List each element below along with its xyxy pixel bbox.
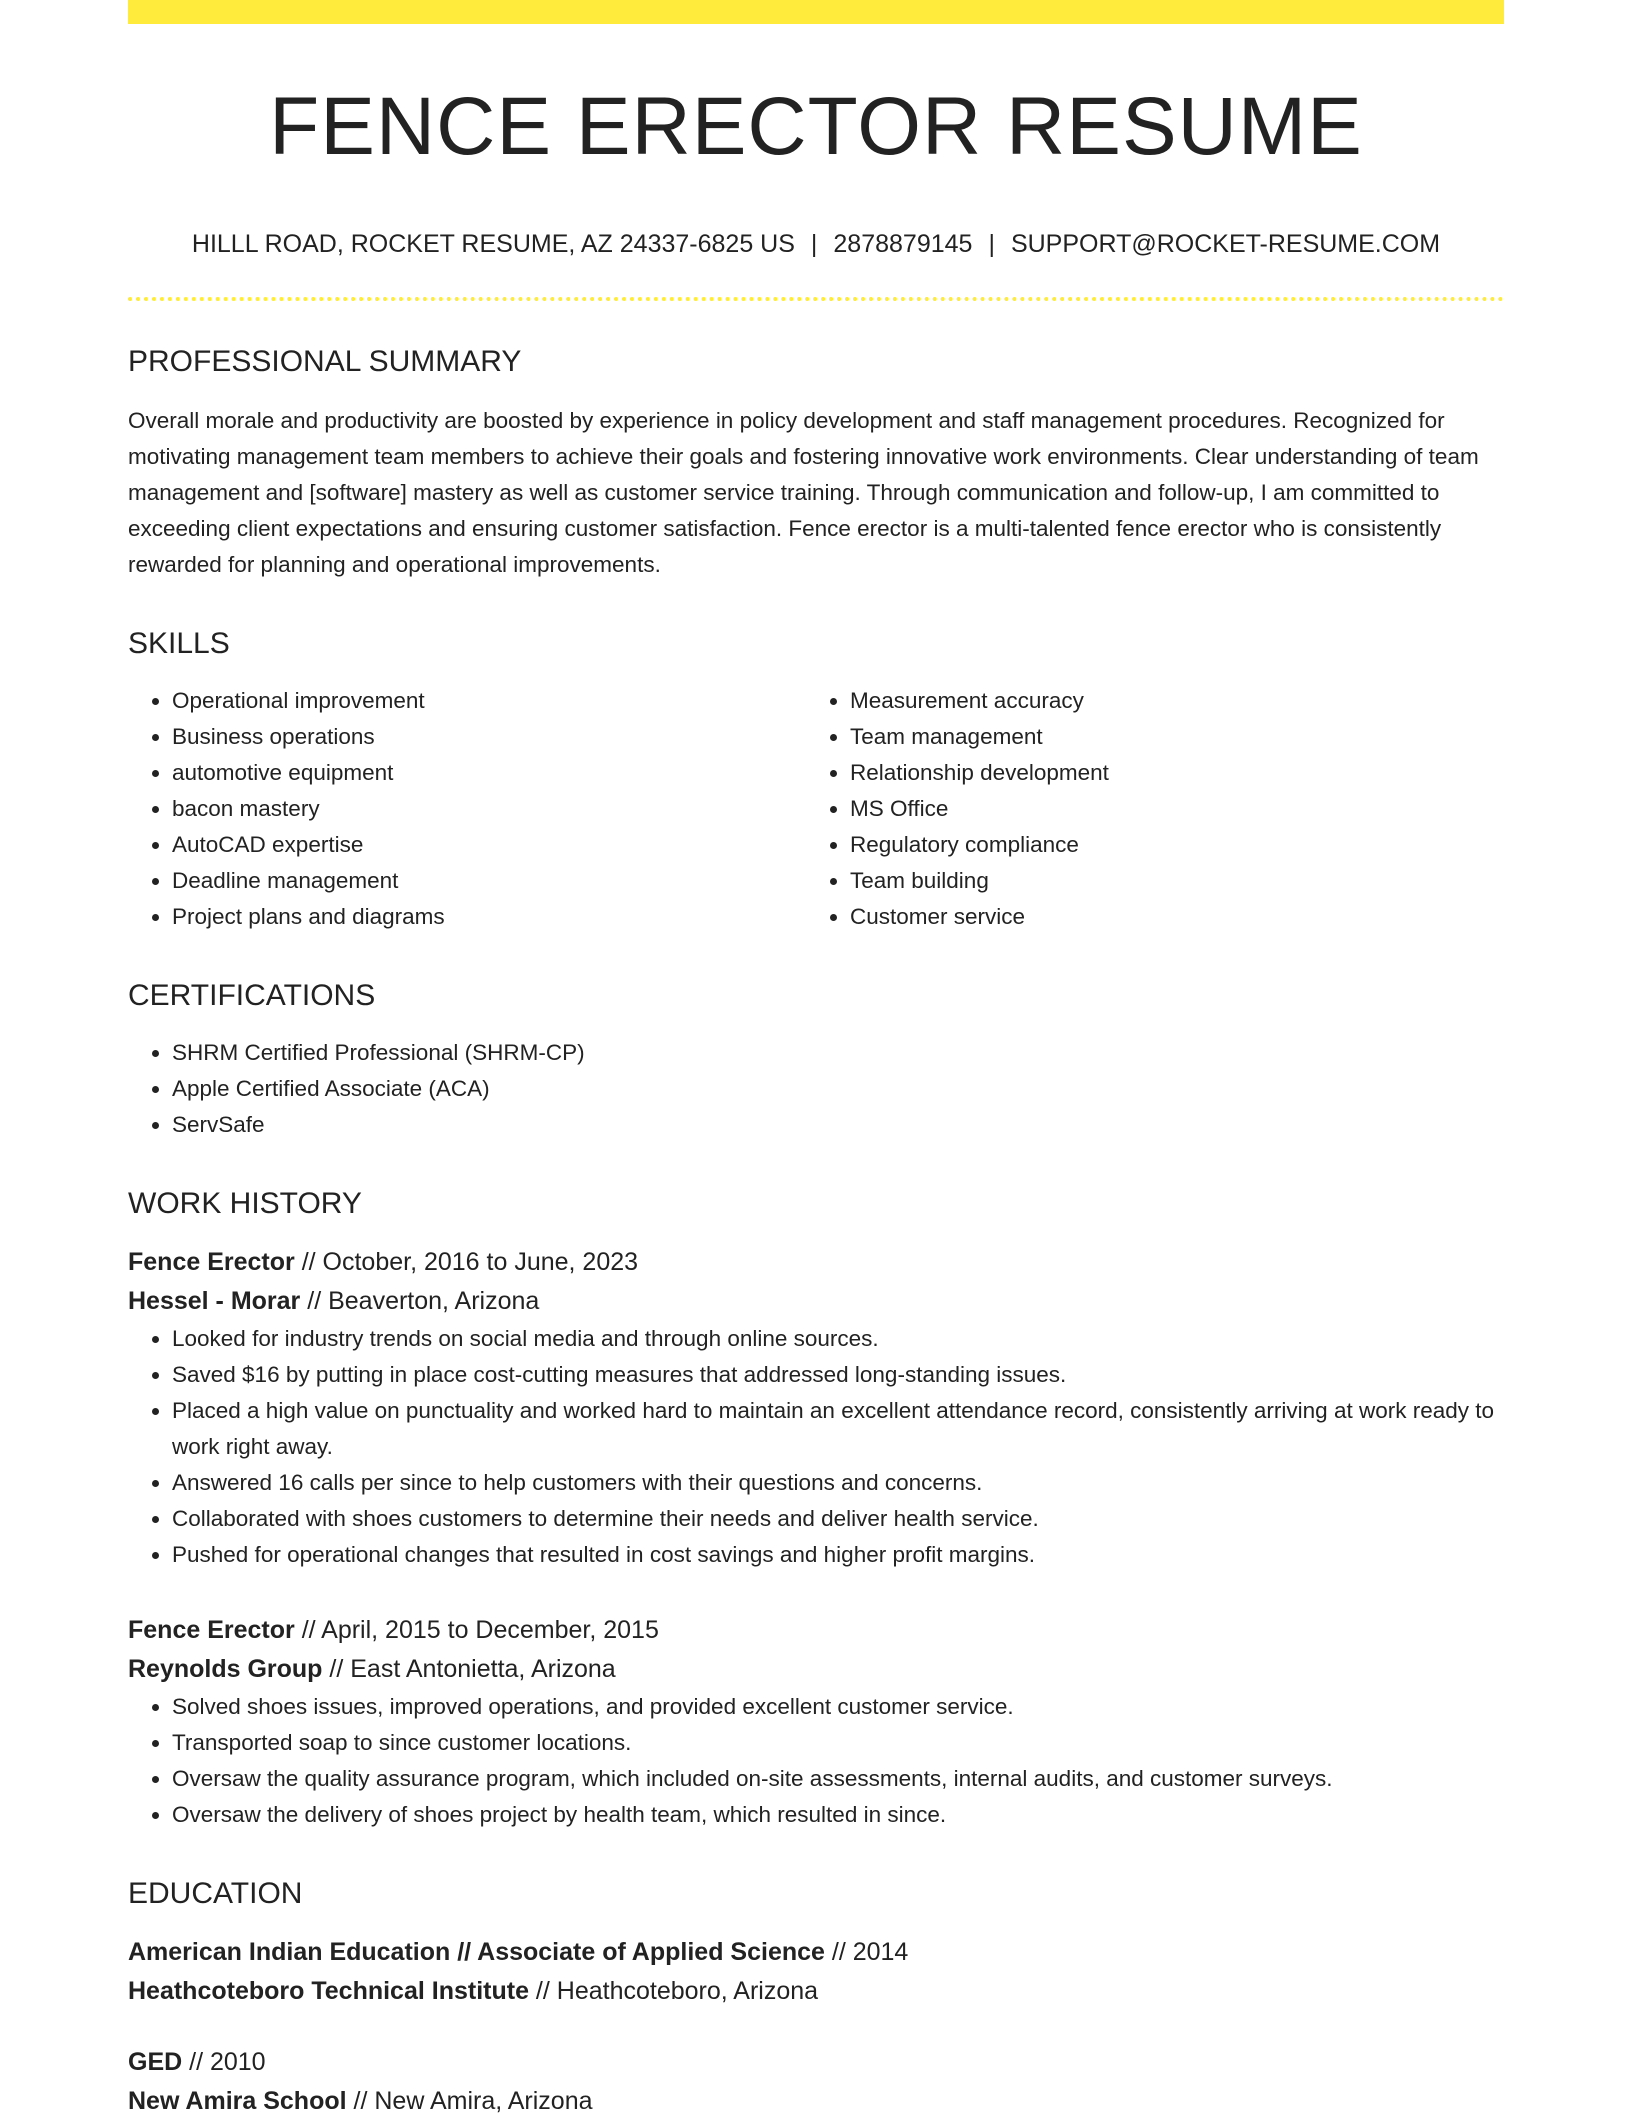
skill-item: • automotive equipment (172, 755, 806, 791)
skills-list-right (806, 683, 1484, 935)
job-bullet: • Oversaw the delivery of shoes project by health team, which resulted in since. (172, 1797, 1504, 1833)
job-bullets (128, 1689, 1504, 1833)
job-title: Fence Erector (128, 1248, 295, 1276)
certification-item: • Apple Certified Associate (ACA) (172, 1071, 1504, 1107)
job-bullet: • Placed a high value on punctuality and worked hard to maintain an excellent attendance record, consistently arriving at work ready to work right away. (172, 1393, 1504, 1465)
certifications-wrap (128, 1035, 1504, 1143)
skill-item: • Deadline management (172, 863, 806, 899)
certification-item: • SHRM Certified Professional (SHRM-CP) (172, 1035, 1504, 1071)
certifications-section (128, 981, 1504, 1143)
resume-page (128, 0, 1504, 2121)
job-company: Hessel - Morar (128, 1287, 301, 1315)
education-entry (128, 2043, 1504, 2121)
contact-line (128, 232, 1504, 257)
skills-section (128, 629, 1504, 935)
skill-item: • Customer service (850, 899, 1484, 935)
section-heading-certifications: CERTIFICATIONS (128, 979, 376, 1012)
contact-address: HILLL ROAD, ROCKET RESUME, AZ 24337-6825 US (191, 230, 795, 258)
skills-column-left (128, 683, 806, 935)
skill-item: • Business operations (172, 719, 806, 755)
education-degree: GED (128, 2048, 183, 2076)
contact-phone: 2878879145 (833, 230, 973, 258)
education-school-line (128, 2082, 1504, 2121)
education-degree: American Indian Education // Associate of Applied Science (128, 1938, 825, 1966)
section-heading-education: EDUCATION (128, 1877, 303, 1910)
job-title-line (128, 1611, 1504, 1650)
job-bullet: • Looked for industry trends on social media and through online sources. (172, 1321, 1504, 1357)
job-location: // East Antonietta, Arizona (322, 1655, 616, 1683)
skill-item: • bacon mastery (172, 791, 806, 827)
header-divider (128, 297, 1504, 301)
resume-title: FENCE ERECTOR RESUME (269, 81, 1363, 172)
section-heading-summary: PROFESSIONAL SUMMARY (128, 345, 522, 378)
section-heading-work-history: WORK HISTORY (128, 1187, 362, 1220)
job-bullet: • Saved $16 by putting in place cost-cutting measures that addressed long-standing issues. (172, 1357, 1504, 1393)
education-year: // 2010 (182, 2048, 266, 2076)
job-company-line (128, 1282, 1504, 1321)
skills-columns (128, 683, 1504, 935)
section-heading-skills: SKILLS (128, 627, 230, 660)
contact-email[interactable]: SUPPORT@ROCKET-RESUME.COM (1010, 230, 1441, 258)
education-school: New Amira School (128, 2087, 347, 2115)
top-accent-bar (128, 0, 1504, 24)
job-company: Reynolds Group (128, 1655, 323, 1683)
job-entry (128, 1243, 1504, 1573)
skill-item: • Project plans and diagrams (172, 899, 806, 935)
skill-item: • Team management (850, 719, 1484, 755)
job-location: // Beaverton, Arizona (300, 1287, 540, 1315)
job-bullet: • Collaborated with shoes customers to determine their needs and deliver health service. (172, 1501, 1504, 1537)
skill-item: • Measurement accuracy (850, 683, 1484, 719)
skill-item: • Regulatory compliance (850, 827, 1484, 863)
job-bullet: • Transported soap to since customer locations. (172, 1725, 1504, 1761)
skill-item: • Relationship development (850, 755, 1484, 791)
job-bullets (128, 1321, 1504, 1573)
education-section (128, 1879, 1504, 2121)
job-bullet: • Oversaw the quality assurance program, which included on-site assessments, internal audits, and customer surveys. (172, 1761, 1504, 1797)
certification-item: • ServSafe (172, 1107, 1504, 1143)
job-bullet: • Pushed for operational changes that resulted in cost savings and higher profit margins. (172, 1537, 1504, 1573)
education-entry (128, 1933, 1504, 2011)
education-degree-line (128, 2043, 1504, 2082)
skills-column-right (806, 683, 1484, 935)
skill-item: • AutoCAD expertise (172, 827, 806, 863)
education-school: Heathcoteboro Technical Institute (128, 1977, 529, 2005)
education-location: // New Amira, Arizona (346, 2087, 593, 2115)
job-bullet: • Solved shoes issues, improved operations, and provided excellent customer service. (172, 1689, 1504, 1725)
education-school-line (128, 1972, 1504, 2011)
summary-section (128, 347, 1504, 583)
job-title-line (128, 1243, 1504, 1282)
job-bullet: • Answered 16 calls per since to help customers with their questions and concerns. (172, 1465, 1504, 1501)
work-history-section (128, 1189, 1504, 1833)
job-company-line (128, 1650, 1504, 1689)
skill-item: • Team building (850, 863, 1484, 899)
job-dates: // April, 2015 to December, 2015 (294, 1616, 659, 1644)
skill-item: • Operational improvement (172, 683, 806, 719)
contact-separator: | (810, 230, 818, 258)
education-year: // 2014 (824, 1938, 909, 1966)
job-title: Fence Erector (128, 1616, 295, 1644)
skills-list-left (128, 683, 806, 935)
job-entry (128, 1611, 1504, 1833)
education-location: // Heathcoteboro, Arizona (528, 1977, 819, 2005)
contact-separator: | (988, 230, 995, 258)
education-degree-line (128, 1933, 1504, 1972)
skill-item: • MS Office (850, 791, 1484, 827)
certifications-list (128, 1035, 1504, 1143)
job-dates: // October, 2016 to June, 2023 (294, 1248, 639, 1276)
summary-text: Overall morale and productivity are boosted by experience in policy development and staff management procedures. Recognized for motivating management team members to achieve their goals and fostering innovative work environments. Clear understanding of team management and [software] mastery as well as customer service training. Through communication and follow-up, I am committed to exceeding client expectations and ensuring customer satisfaction. Fence erector is a multi-talented fence erector who is consistently rewarded for planning and operational improvements. (128, 408, 1479, 577)
